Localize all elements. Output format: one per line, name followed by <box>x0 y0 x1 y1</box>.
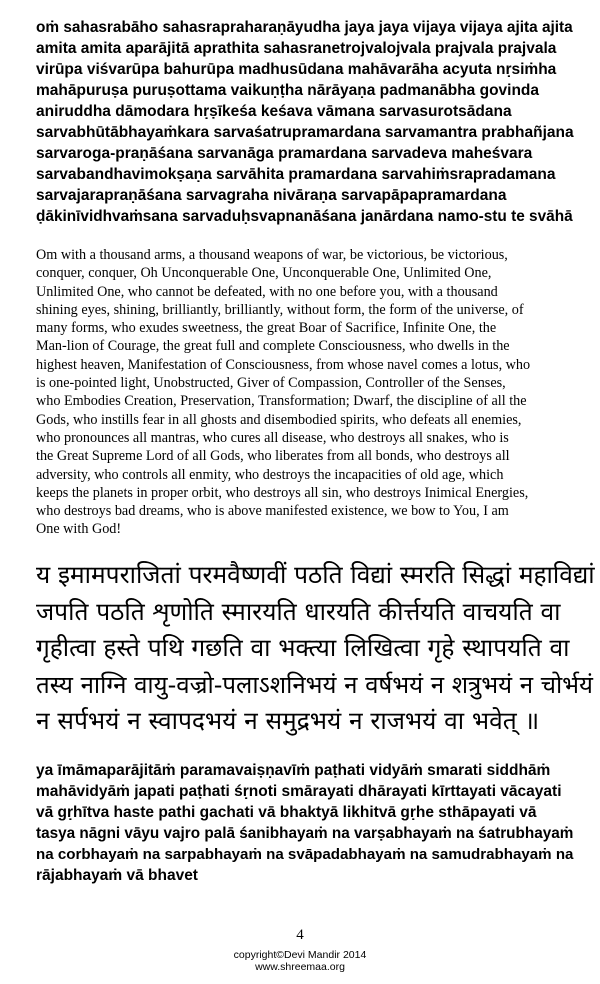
translation-line: One with God! <box>36 521 122 538</box>
transliteration-line: tasya nāgni vāyu vajro palā śanibhayaṁ na varṣabhayaṁ na śatrubhayaṁ <box>36 825 574 842</box>
translation-line: Gods, who instills fear in all ghosts and disembodied spirits, who defeats all enemies, <box>36 411 522 428</box>
translation-line: Om with a thousand arms, a thousand weapons of war, be victorious, be victorious, <box>36 247 508 263</box>
transliteration-line: sarvabhūtābhayaṁkara sarvaśatrupramardana sarvamantra prabhañjana <box>36 124 574 141</box>
transliteration-line: aniruddha dāmodara hṛṣīkeśa keśava vāmana sarvasurotsādana <box>36 103 512 120</box>
translation-line: highest heaven, Manifestation of Consciousness, from whose navel comes a lotus, who <box>36 356 531 373</box>
translation-line: shining eyes, shining, brilliantly, brilliantly, without form, the form of the universe, of <box>36 301 524 318</box>
footer-website-link[interactable]: www.shreemaa.org <box>255 961 345 973</box>
devanagari-line: जपति पठति शृणोति स्मारयति धारयति कीर्त्तयति वाचयति वा <box>36 596 561 626</box>
translation-line: Man-lion of Courage, the great full and complete Consciousness, who dwells in the <box>36 338 510 355</box>
translation-line: conquer, conquer, Oh Unconquerable One, Unconquerable One, Unlimited One, <box>36 265 492 282</box>
transliteration-line: amita amita aparājitā aprathita sahasranetrojvalojvala prajvala prajvala <box>36 40 557 57</box>
transliteration-line: sarvajarapraṇāśana sarvagraha nivāraṇa sarvapāpapramardana <box>36 187 507 204</box>
footer-copyright: copyright©Devi Mandir 2014 <box>233 949 367 961</box>
devanagari-line: तस्य नाग्नि वायु-वज्रो-पलाऽशनिभयं न वर्षभयं न शत्रुभयं न चोर्भयं <box>36 670 593 699</box>
devanagari-line: य इमामपराजितां परमवैष्णवीं पठति विद्यां स्मरति सिद्धां महाविद्यां <box>36 560 595 589</box>
translation-line: many forms, who exudes sweetness, the great Boar of Sacrifice, Infinite One, the <box>36 320 497 337</box>
transliteration-line: virūpa viśvarūpa bahurūpa madhusūdana mahāvarāha acyuta nṛsiṁha <box>36 61 557 78</box>
transliteration-line: mahāpuruṣa puruṣottama vaikuṇṭha nārāyaṇa padmanābha govinda <box>36 82 540 99</box>
transliteration-line: na corbhayaṁ na sarpabhayaṁ na svāpadabhayaṁ na samudrabhayaṁ na <box>36 846 574 863</box>
transliteration-line: oṁ sahasrabāho sahasrapraharaṇāyudha jaya jaya vijaya vijaya ajita ajita <box>36 19 573 36</box>
transliteration-line: sarvaroga-praṇāśana sarvanāga pramardana sarvadeva maheśvara <box>36 145 533 162</box>
translation-line: Unlimited One, who cannot be defeated, with no one before you, with a thousand <box>36 283 498 300</box>
transliteration-line: sarvabandhavimokṣaṇa sarvāhita pramardana sarvahiṁsrapradamana <box>36 166 556 183</box>
english-translation-block <box>36 246 576 539</box>
page-number: 4 <box>296 927 304 943</box>
translation-line: the Great Supreme Lord of all Gods, who liberates from all bonds, who destroys all <box>36 448 510 465</box>
transliteration-line: mahāvidyāṁ japati paṭhati śṛnoti smārayati dhārayati kīrttayati vācayati <box>36 783 562 800</box>
translation-line: is one-pointed light, Unobstructed, Giver of Compassion, Controller of the Senses, <box>36 375 506 392</box>
devanagari-line: न सर्पभयं न स्वापदभयं न समुद्रभयं न राजभयं वा भवेत् ॥ <box>36 706 540 735</box>
transliteration-line: ḍākinīvidhvaṁsana sarvaduḥsvapnanāśana janārdana namo-stu te svāhā <box>36 208 573 225</box>
translation-line: keeps the planets in proper orbit, who destroys all sin, who destroys Inimical Energies, <box>36 484 529 501</box>
devanagari-verse-block <box>36 557 596 740</box>
translation-line: adversity, who controls all enmity, who destroys the incapacities of old age, which <box>36 466 504 483</box>
transliteration-bottom-block <box>36 760 576 886</box>
translation-line: who pronounces all mantras, who cures all disease, who destroys all snakes, who is <box>36 429 509 446</box>
devanagari-line: गृहीत्वा हस्ते पथि गछति वा भक्त्या लिखित्वा गृहे स्थापयति वा <box>36 633 570 662</box>
translation-line: who Embodies Creation, Preservation, Transformation; Dwarf, the discipline of all the <box>36 393 527 410</box>
transliteration-line: rājabhayaṁ vā bhavet <box>36 867 198 884</box>
transliteration-line: vā gṛhītva haste pathi gachati vā bhaktyā likhitvā gṛhe sthāpayati vā <box>36 804 537 821</box>
translation-line: who destroys bad dreams, who is above manifested existence, we bow to You, I am <box>36 503 509 520</box>
transliteration-top-block <box>36 17 576 227</box>
transliteration-line: ya īmāmaparājitāṁ paramavaiṣṇavīṁ paṭhati vidyāṁ smarati siddhāṁ <box>36 762 551 779</box>
